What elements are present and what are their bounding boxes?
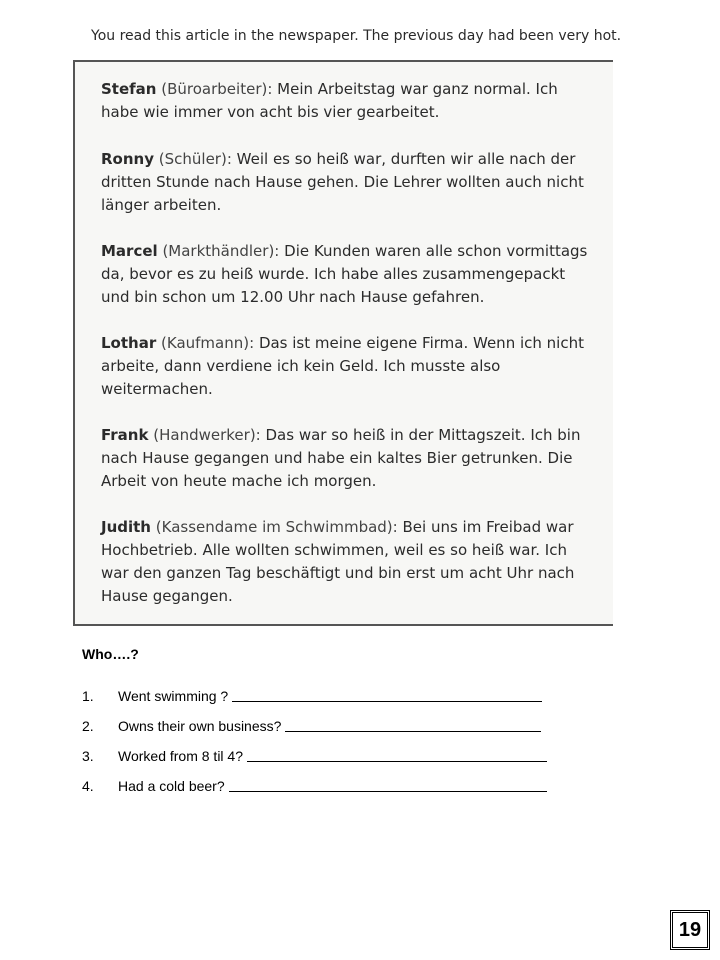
answer-line[interactable]	[247, 747, 547, 762]
article-entry-lothar	[101, 332, 591, 401]
entry-job: (Kassendame im Schwimmbad):	[155, 518, 398, 536]
entry-job: (Büroarbeiter):	[161, 80, 273, 98]
entry-name: Ronny	[101, 150, 154, 168]
question-text: Went swimming ?	[118, 688, 229, 704]
question-number: 4.	[82, 778, 94, 794]
entry-text: Mein Arbeitstag war ganz normal. Ich habe wie immer von acht bis vier gearbeitet.	[101, 80, 558, 121]
question-text: Worked from 8 til 4?	[118, 748, 244, 764]
answer-line[interactable]	[229, 777, 547, 792]
entry-job: (Schüler):	[158, 150, 232, 168]
questions-section	[82, 646, 547, 794]
entry-job: (Handwerker):	[153, 426, 261, 444]
article-entry-judith	[101, 516, 591, 608]
page-number-box	[670, 910, 710, 950]
entry-text: Das ist meine eigene Firma. Wenn ich nicht arbeite, dann verdiene ich kein Geld. Ich musste also weitermachen.	[101, 334, 584, 398]
entry-name: Frank	[101, 426, 149, 444]
entry-job: (Kaufmann):	[161, 334, 255, 352]
entry-name: Stefan	[101, 80, 157, 98]
article-entry-marcel	[101, 240, 591, 309]
article-entry-stefan	[101, 78, 591, 124]
article-entry-frank	[101, 424, 591, 493]
question-number: 3.	[82, 748, 94, 764]
entry-text: Weil es so heiß war, durften wir alle nach der dritten Stunde nach Hause gehen. Die Lehrer wollten auch nicht länger arbeiten.	[101, 150, 584, 214]
entry-job: (Markthändler):	[162, 242, 280, 260]
page-number: 19	[678, 918, 702, 941]
questions-title: Who….?	[82, 646, 139, 662]
entry-name: Lothar	[101, 334, 157, 352]
question-text: Had a cold beer?	[118, 778, 225, 794]
answer-line[interactable]	[232, 687, 542, 702]
answer-line[interactable]	[285, 717, 541, 732]
question-item	[82, 704, 547, 734]
intro-text: You read this article in the newspaper. The previous day had been very hot.	[91, 28, 622, 44]
entry-text: Bei uns im Freibad war Hochbetrieb. Alle wollten schwimmen, weil es so heiß war. Ich war den ganzen Tag beschäftigt und bin erst um acht Uhr nach Hause gegangen.	[101, 518, 575, 605]
entry-name: Marcel	[101, 242, 158, 260]
question-item	[82, 734, 547, 764]
article-entry-ronny	[101, 148, 591, 217]
question-number: 1.	[82, 688, 94, 704]
entry-text: Das war so heiß in der Mittagszeit. Ich bin nach Hause gegangen und habe ein kaltes Bier getrunken. Die Arbeit von heute mache ich morgen.	[101, 426, 581, 490]
question-number: 2.	[82, 718, 94, 734]
question-item	[82, 764, 547, 794]
question-item	[82, 674, 547, 704]
question-text: Owns their own business?	[118, 718, 282, 734]
entry-name: Judith	[101, 518, 151, 536]
article-box	[73, 60, 613, 626]
entry-text: Die Kunden waren alle schon vormittags da, bevor es zu heiß wurde. Ich habe alles zusammengepackt und bin schon um 12.00 Uhr nach Hause gefahren.	[101, 242, 588, 306]
